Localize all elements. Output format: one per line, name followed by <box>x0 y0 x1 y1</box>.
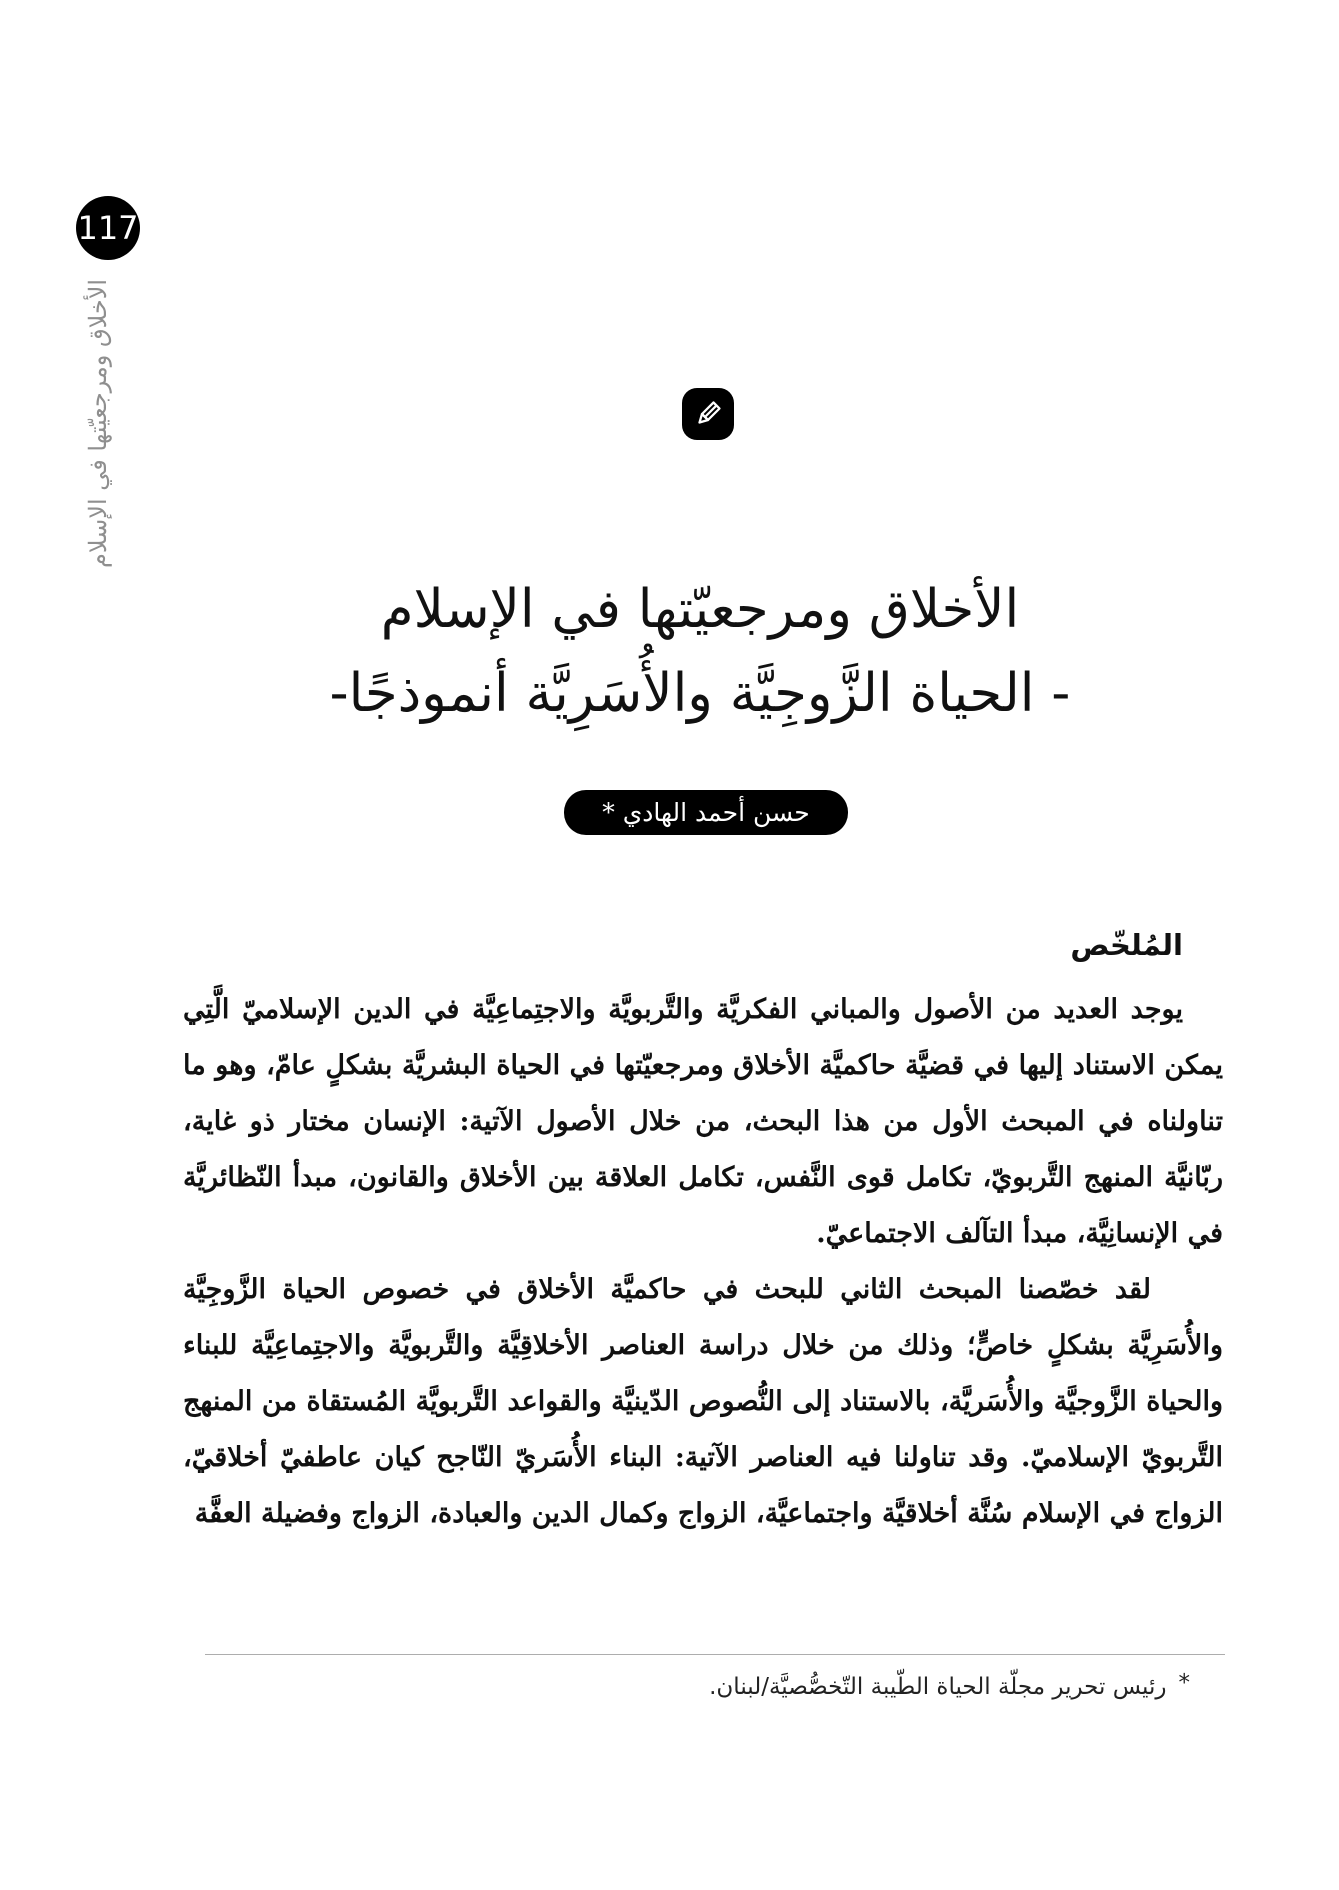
pencil-icon <box>691 397 725 431</box>
pencil-badge <box>682 388 734 440</box>
abstract-heading: المُلخّص <box>1070 928 1183 962</box>
footnote-marker: * <box>1178 1670 1190 1696</box>
sidebar-running-title <box>82 268 122 568</box>
page-number: 117 <box>77 209 139 247</box>
abstract-paragraph-2: لقد خصّصنا المبحث الثاني للبحث في حاكميَّة الأخلاق في خصوص الحياة الزَّوجِيَّة والأُسَرِيَّة بشكلٍ خاصٍّ؛ وذلك من خلال دراسة العناصر الأخلاقِيَّة والتَّربويَّة والاجتِماعِيَّة للبناء والحياة الزَّوجيَّة والأُسَريَّة، بالاستناد إلى النُّصوص الدّينيَّة والقواعد التَّربويَّة المُستقاة من المنهج التَّربويّ الإسلاميّ. وقد تناولنا فيه العناصر الآتية: البناء الأُسَريّ النّاجح كيان عاطفيّ أخلاقيّ، الزواج في الإسلام سُنَّة أخلاقيَّة واجتماعيَّة، الزواج وكمال الدين والعبادة، الزواج وفضيلة العفَّة <box>183 1274 1223 1529</box>
page-number-badge <box>76 196 140 260</box>
footnote <box>709 1670 1190 1700</box>
abstract-body <box>183 982 1223 1542</box>
author-pill <box>564 790 848 835</box>
abstract-paragraph-1: يوجد العديد من الأصول والمباني الفكريَّة والتَّربويَّة والاجتِماعِيَّة في الدين الإسلاميّ الَّتِي يمكن الاستناد إليها في قضيَّة حاكميَّة الأخلاق ومرجعيّتها في الحياة البشريَّة بشكلٍ عامّ، وهو ما تناولناه في المبحث الأول من هذا البحث، من خلال الأصول الآتية: الإنسان مختار ذو غاية، ربّانيَّة المنهج التَّربويّ، تكامل قوى النَّفس، تكامل العلاقة بين الأخلاق والقانون، مبدأ النّظائريَّة في الإنسانِيَّة، مبدأ التآلف الاجتماعيّ. <box>183 994 1223 1249</box>
footnote-text: رئيس تحرير مجلّة الحياة الطّيبة التّخصُّصيَّة/لبنان. <box>709 1674 1167 1700</box>
article-title-line-1: الأخلاق ومرجعيّتها في الإسلام <box>380 579 1020 640</box>
author-name: حسن أحمد الهادي * <box>602 798 810 827</box>
article-title-line-2: - الحياة الزَّوجِيَّة والأُسَرِيَّة أنموذجًا- <box>329 663 1071 724</box>
footnote-divider <box>205 1654 1225 1655</box>
article-title <box>160 568 1240 736</box>
sidebar-running-title-text: الأخلاق ومرجعيّتها في الإسلام <box>84 278 112 568</box>
